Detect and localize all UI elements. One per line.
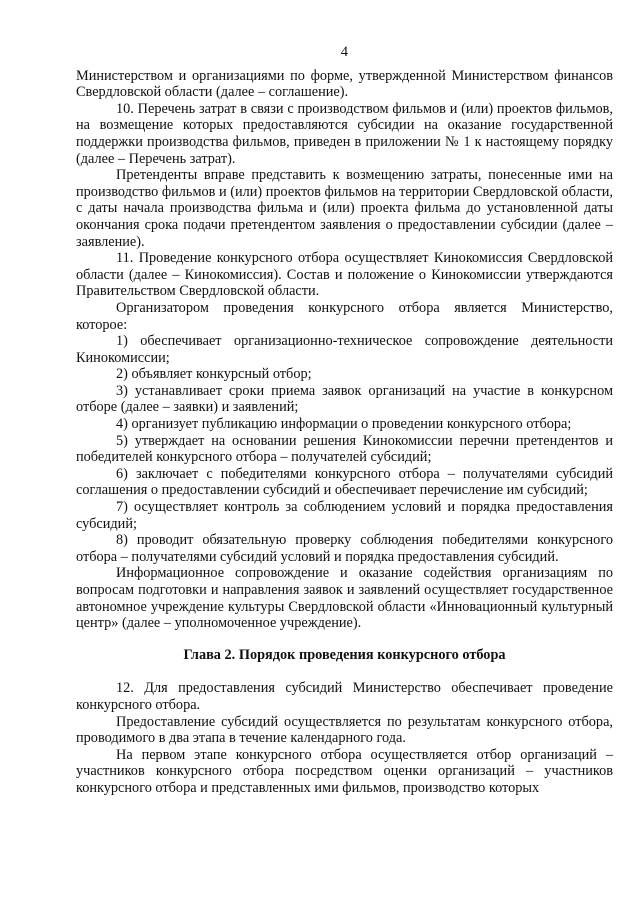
body-text-top bbox=[76, 68, 613, 632]
list-item: 4) организует публикацию информации о проведении конкурсного отбора; bbox=[116, 416, 572, 433]
paragraph: 11. Проведение конкурсного отбора осуществляет Кинокомиссия Свердловской области (далее – Кинокомиссия). Состав и положение о Кинокомиссии утверждаются Правительством Свердловской области. bbox=[76, 250, 613, 300]
body-text-bottom bbox=[76, 680, 613, 796]
list-item: 7) осуществляет контроль за соблюдением условий и порядка предоставления субсидий; bbox=[76, 499, 613, 532]
list-item: 8) проводит обязательную проверку соблюдения победителями конкурсного отбора – получателями субсидий условий и порядка предоставления субсидий. bbox=[76, 532, 613, 565]
paragraph: Претенденты вправе представить к возмещению затраты, понесенные ими на производство фильмов и (или) проектов фильмов на территории Свердловской области, с даты начала производства фильма и (или) проекта фильма до установленной даты окончания срока подачи претендентом заявления о предоставлении субсидии (далее – заявление). bbox=[76, 167, 613, 250]
list-item: 3) устанавливает сроки приема заявок организаций на участие в конкурсном отборе (далее – заявки) и заявлений; bbox=[76, 382, 613, 416]
list-item: 2) объявляет конкурсный отбор; bbox=[116, 366, 312, 383]
paragraph: На первом этапе конкурсного отбора осуществляется отбор организаций – участников конкурсного отбора посредством оценки организаций – участников конкурсного отбора и представленных ими фильмов, производство которых bbox=[76, 746, 613, 796]
paragraph: Информационное сопровождение и оказание содействия организациям по вопросам подготовки и направления заявок и заявлений осуществляет государственное автономное учреждение культуры Свердловской области «Инновационный культурный центр» (далее – уполномоченное учреждение). bbox=[76, 565, 613, 632]
list-item: 1) обеспечивает организационно-техническое сопровождение деятельности Кинокомиссии; bbox=[76, 333, 613, 366]
paragraph: Организатором проведения конкурсного отбора является Министерство, которое: bbox=[76, 299, 613, 333]
paragraph: 10. Перечень затрат в связи с производством фильмов и (или) проектов фильмов, на возмещение которых предоставляются субсидии на оказание государственной поддержки производства фильмов, приведен в приложении № 1 к настоящему порядку (далее – Перечень затрат). bbox=[76, 100, 613, 167]
list-item: 6) заключает с победителями конкурсного отбора – получателями субсидий соглашения о предоставлении субсидий и обеспечивает перечисление им субсидий; bbox=[76, 465, 613, 499]
page-number: 4 bbox=[340, 44, 349, 60]
paragraph: Министерством и организациями по форме, утвержденной Министерством финансов Свердловской области (далее – соглашение). bbox=[76, 67, 613, 101]
paragraph: 12. Для предоставления субсидий Министерство обеспечивает проведение конкурсного отбора. bbox=[76, 680, 613, 713]
paragraph: Предоставление субсидий осуществляется по результатам конкурсного отбора, проводимого в два этапа в течение календарного года. bbox=[76, 713, 613, 747]
list-item: 5) утверждает на основании решения Кинокомиссии перечни претендентов и победителей конкурсного отбора – получателей субсидий; bbox=[76, 432, 613, 466]
chapter-heading: Глава 2. Порядок проведения конкурсного отбора bbox=[183, 646, 506, 663]
